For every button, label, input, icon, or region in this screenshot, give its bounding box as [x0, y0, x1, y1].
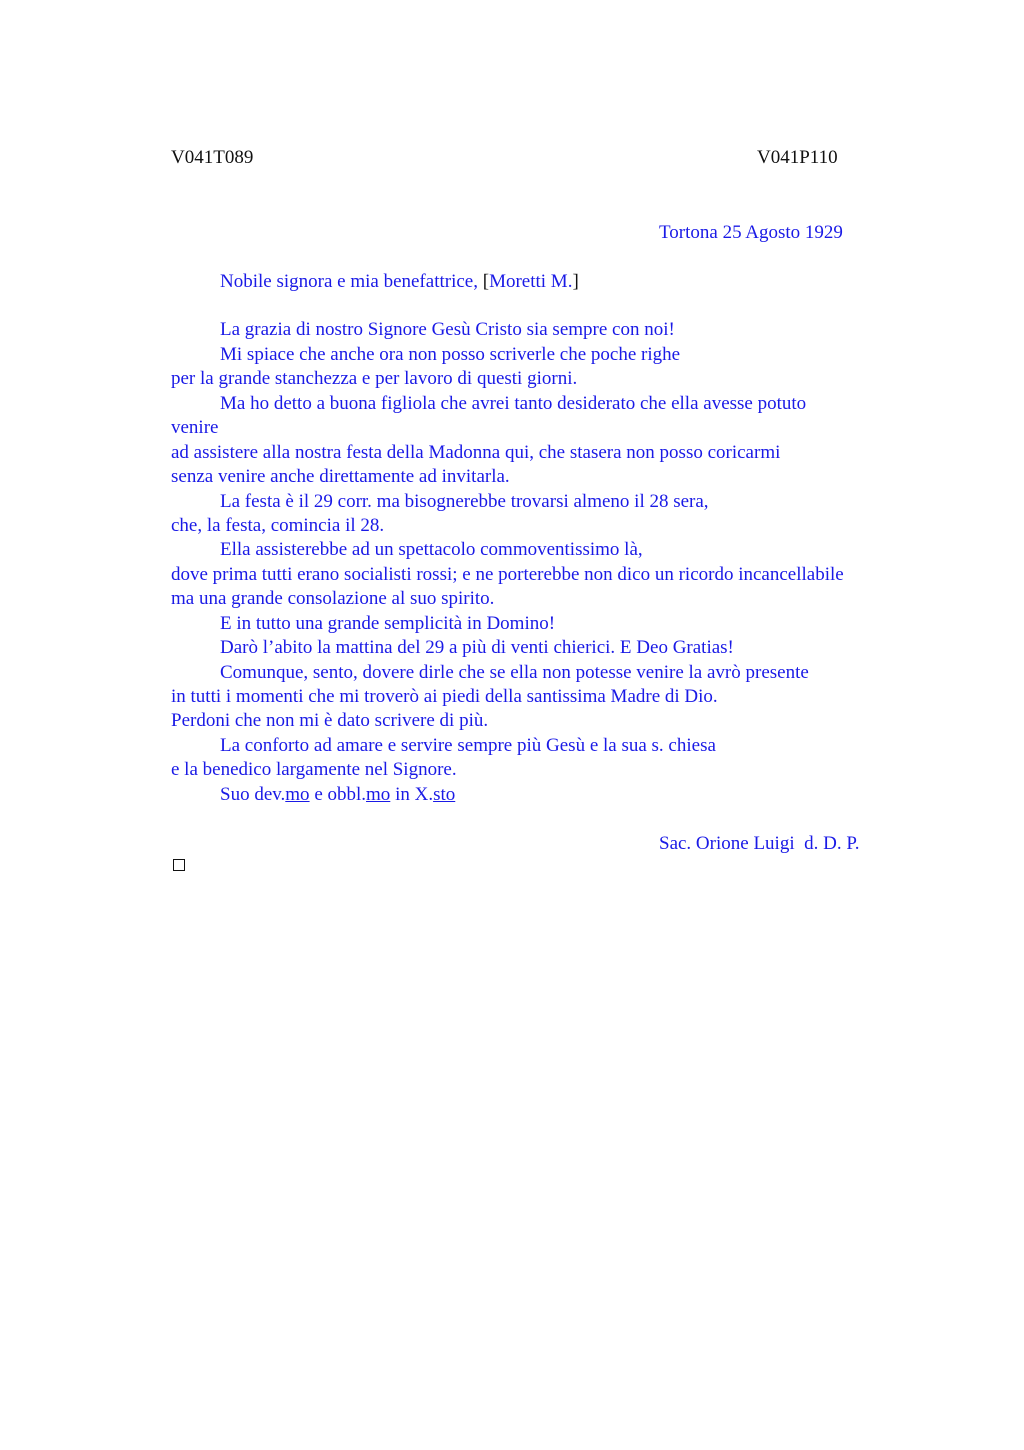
closing-abbrev: mo	[366, 784, 391, 805]
body-line: venire	[171, 417, 219, 438]
salutation-line	[220, 270, 579, 294]
body-line: che, la festa, comincia il 28.	[171, 515, 385, 536]
bracket-close: ]	[572, 271, 579, 292]
letter-date: Tortona 25 Agosto 1929	[659, 222, 843, 243]
closing-text: e obbl.	[309, 784, 367, 805]
closing-text: Suo dev.	[220, 784, 286, 805]
body-line: Ma ho detto a buona figliola che avrei tanto desiderato che ella avesse potuto	[220, 393, 807, 414]
body-line: E in tutto una grande semplicità in Domino!	[220, 613, 556, 634]
document-code-left: V041T089	[171, 147, 254, 168]
body-line: senza venire anche direttamente ad invitarla.	[171, 466, 510, 487]
body-line: Comunque, sento, dovere dirle che se ella non potesse venire la avrò presente	[220, 662, 809, 683]
document-code-right: V041P110	[757, 147, 838, 168]
body-line: in tutti i momenti che mi troverò ai piedi della santissima Madre di Dio.	[171, 686, 718, 707]
body-line: dove prima tutti erano socialisti rossi; e ne porterebbe non dico un ricordo incancellabile	[171, 564, 844, 585]
body-line: La conforto ad amare e servire sempre più Gesù e la sua s. chiesa	[220, 735, 716, 756]
signature: Sac. Orione Luigi d. D. P.	[659, 833, 860, 854]
body-line: Perdoni che non mi è dato scrivere di più.	[171, 710, 489, 731]
body-line: e la benedico largamente nel Signore.	[171, 759, 457, 780]
body-line: Darò l’abito la mattina del 29 a più di venti chierici. E Deo Gratias!	[220, 637, 734, 658]
body-line: per la grande stanchezza e per lavoro di questi giorni.	[171, 368, 578, 389]
closing-text: in X.	[390, 784, 434, 805]
bracket-open: [	[482, 271, 490, 292]
empty-square-icon	[173, 859, 185, 871]
body-line: La grazia di nostro Signore Gesù Cristo sia sempre con noi!	[220, 319, 675, 340]
closing-abbrev: sto	[433, 784, 456, 805]
salutation: Nobile signora e mia benefattrice,	[220, 271, 478, 292]
closing-abbrev: mo	[285, 784, 310, 805]
body-line: ma una grande consolazione al suo spirito.	[171, 588, 495, 609]
body-line: La festa è il 29 corr. ma bisognerebbe trovarsi almeno il 28 sera,	[220, 491, 709, 512]
recipient-name: Moretti M.	[489, 271, 573, 292]
body-line: Ella assisterebbe ad un spettacolo commoventissimo là,	[220, 539, 643, 560]
closing-line	[220, 783, 455, 807]
body-line: Mi spiace che anche ora non posso scriverle che poche righe	[220, 344, 681, 365]
body-line: ad assistere alla nostra festa della Madonna qui, che stasera non posso coricarmi	[171, 442, 781, 463]
